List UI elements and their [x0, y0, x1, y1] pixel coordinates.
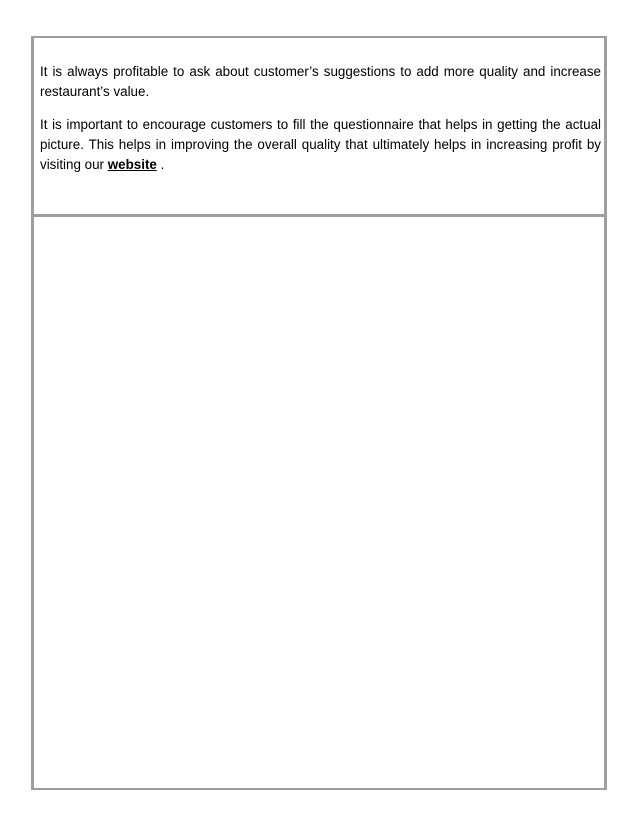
website-link[interactable]: website	[107, 157, 157, 172]
paragraph-questionnaire-text: It is important to encourage customers to fill the questionnaire that helps in getting the actual picture. This helps in improving the overall quality that ultimately helps in increasing profit by visiting our	[40, 117, 601, 172]
paragraph-questionnaire	[40, 115, 601, 175]
paragraph-questionnaire-end: .	[156, 157, 165, 172]
text-cell	[34, 38, 604, 217]
document-table	[31, 36, 607, 790]
empty-cell	[34, 220, 604, 788]
paragraph-suggestions: It is always profitable to ask about customer’s suggestions to add more quality and increase restaurant’s value.	[40, 64, 601, 99]
